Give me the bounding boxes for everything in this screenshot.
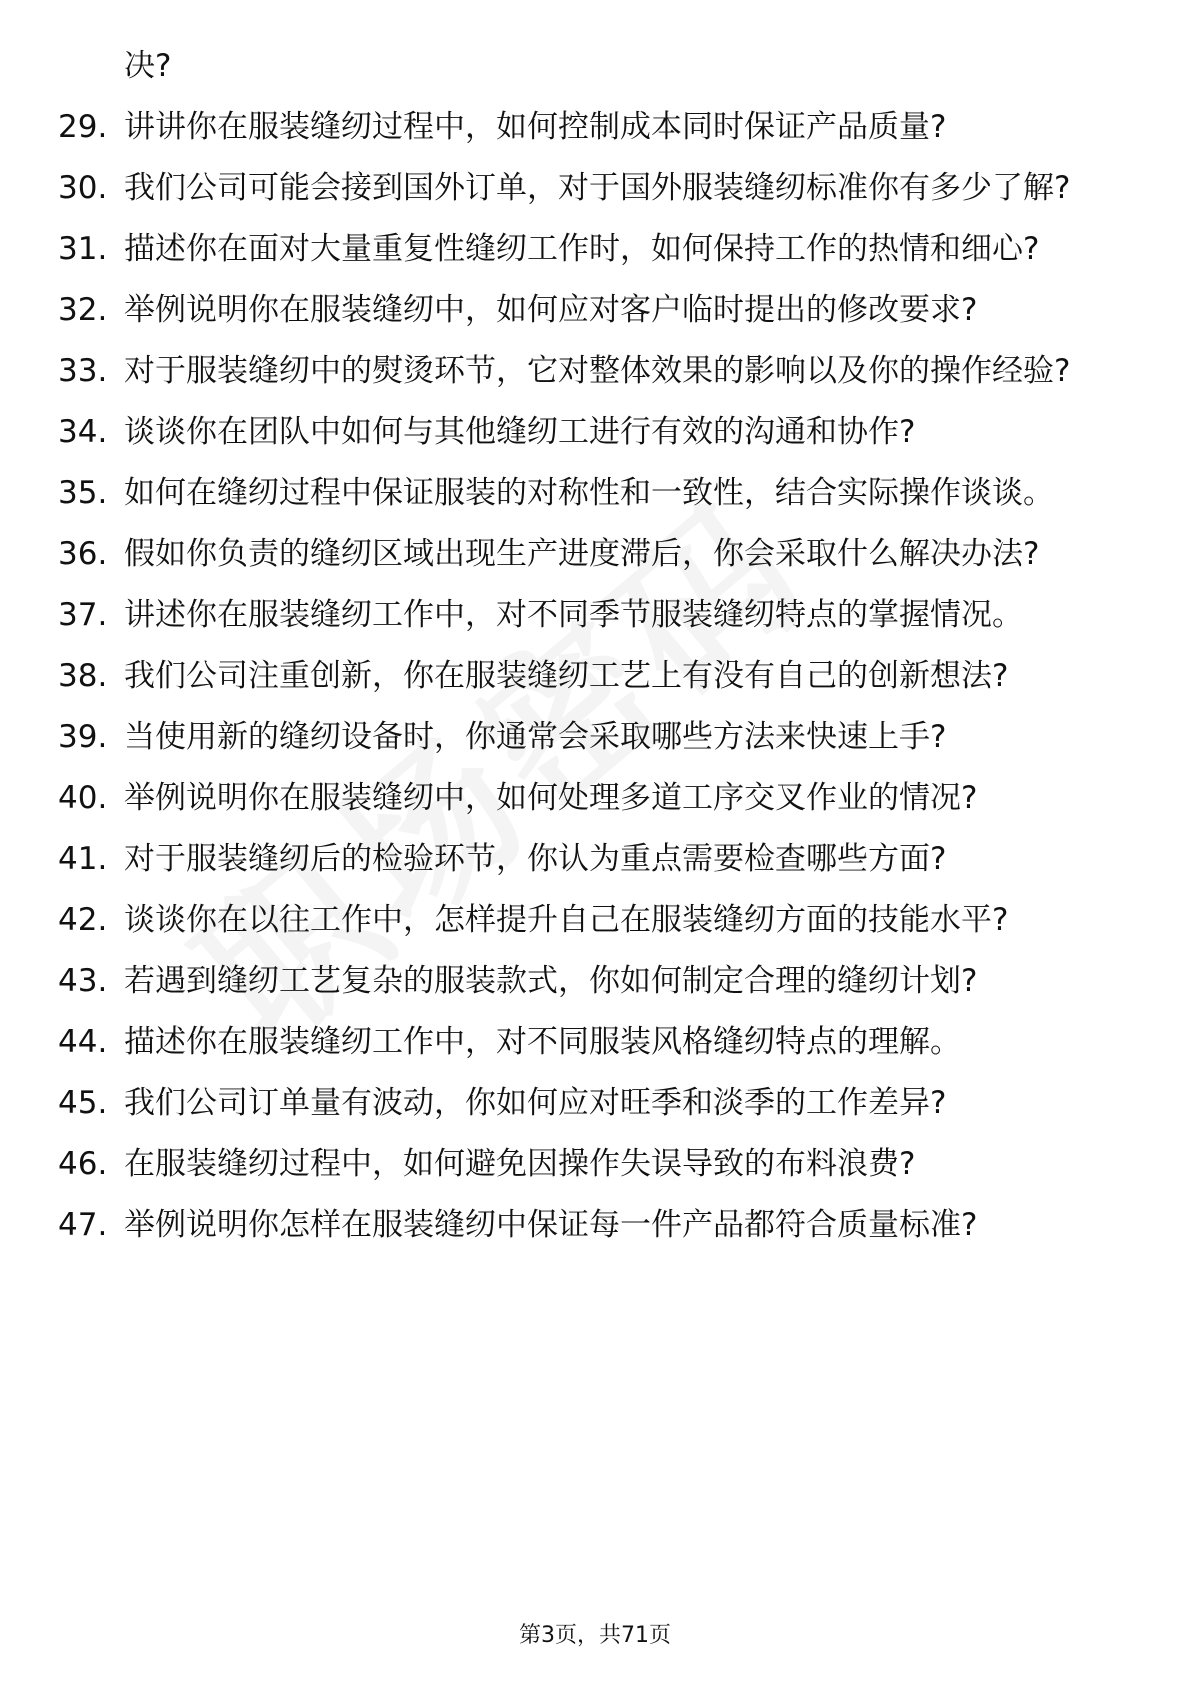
- item-number: 37.: [58, 597, 108, 633]
- item-text: 谈谈你在以往工作中，怎样提升自己在服装缝纫方面的技能水平?: [124, 902, 1009, 938]
- item-number: 35.: [58, 475, 108, 511]
- list-item: [58, 1144, 1118, 1184]
- list-item: [58, 412, 1118, 452]
- list-item: [58, 778, 1118, 818]
- item-text: 描述你在服装缝纫工作中，对不同服装风格缝纫特点的理解。: [124, 1024, 961, 1060]
- item-number: 41.: [58, 841, 108, 877]
- list-item: [58, 229, 1118, 269]
- item-text: 我们公司可能会接到国外订单，对于国外服装缝纫标准你有多少了解?: [124, 170, 1071, 206]
- list-item: [58, 900, 1118, 940]
- item-text: 描述你在面对大量重复性缝纫工作时，如何保持工作的热情和细心?: [124, 231, 1040, 267]
- item-text: 如何在缝纫过程中保证服装的对称性和一致性，结合实际操作谈谈。: [124, 475, 1054, 511]
- item-number: 45.: [58, 1085, 108, 1121]
- list-item: [58, 1022, 1118, 1062]
- item-number: 29.: [58, 109, 108, 145]
- item-number: 31.: [58, 231, 108, 267]
- item-text: 讲述你在服装缝纫工作中，对不同季节服装缝纫特点的掌握情况。: [124, 597, 1023, 633]
- list-item: [58, 290, 1118, 330]
- item-text: 若遇到缝纫工艺复杂的服装款式，你如何制定合理的缝纫计划?: [124, 963, 978, 999]
- item-text: 对于服装缝纫中的熨烫环节，它对整体效果的影响以及你的操作经验?: [124, 353, 1071, 389]
- item-number: 40.: [58, 780, 108, 816]
- list-item: [58, 46, 1118, 86]
- item-number: 33.: [58, 353, 108, 389]
- item-text: 当使用新的缝纫设备时，你通常会采取哪些方法来快速上手?: [124, 719, 947, 755]
- item-number: 44.: [58, 1024, 108, 1060]
- item-number: 47.: [58, 1207, 108, 1243]
- item-number: 38.: [58, 658, 108, 694]
- item-number: 42.: [58, 902, 108, 938]
- item-number: 30.: [58, 170, 108, 206]
- list-item: [58, 351, 1118, 391]
- item-text: 我们公司注重创新，你在服装缝纫工艺上有没有自己的创新想法?: [124, 658, 1009, 694]
- list-item: [58, 656, 1118, 696]
- list-item: [58, 168, 1118, 208]
- item-text: 举例说明你在服装缝纫中，如何应对客户临时提出的修改要求?: [124, 292, 978, 328]
- item-number: 34.: [58, 414, 108, 450]
- item-text: 决?: [124, 48, 172, 84]
- item-text: 对于服装缝纫后的检验环节，你认为重点需要检查哪些方面?: [124, 841, 947, 877]
- item-text: 假如你负责的缝纫区域出现生产进度滞后，你会采取什么解决办法?: [124, 536, 1040, 572]
- item-text: 讲讲你在服装缝纫过程中，如何控制成本同时保证产品质量?: [124, 109, 947, 145]
- list-item: [58, 961, 1118, 1001]
- item-text: 举例说明你怎样在服装缝纫中保证每一件产品都符合质量标准?: [124, 1207, 978, 1243]
- item-text: 举例说明你在服装缝纫中，如何处理多道工序交叉作业的情况?: [124, 780, 978, 816]
- page-number-footer: 第3页，共71页: [519, 1623, 671, 1648]
- item-number: 32.: [58, 292, 108, 328]
- list-item: [58, 107, 1118, 147]
- list-item: [58, 1083, 1118, 1123]
- list-item: [58, 473, 1118, 513]
- item-number: 36.: [58, 536, 108, 572]
- item-text: 我们公司订单量有波动，你如何应对旺季和淡季的工作差异?: [124, 1085, 947, 1121]
- question-list: [58, 46, 1118, 1266]
- list-item: [58, 839, 1118, 879]
- item-text: 在服装缝纫过程中，如何避免因操作失误导致的布料浪费?: [124, 1146, 916, 1182]
- item-text: 谈谈你在团队中如何与其他缝纫工进行有效的沟通和协作?: [124, 414, 916, 450]
- list-item: [58, 717, 1118, 757]
- list-item: [58, 534, 1118, 574]
- item-number: 46.: [58, 1146, 108, 1182]
- item-number: 43.: [58, 963, 108, 999]
- item-number: 39.: [58, 719, 108, 755]
- list-item: [58, 1205, 1118, 1245]
- list-item: [58, 595, 1118, 635]
